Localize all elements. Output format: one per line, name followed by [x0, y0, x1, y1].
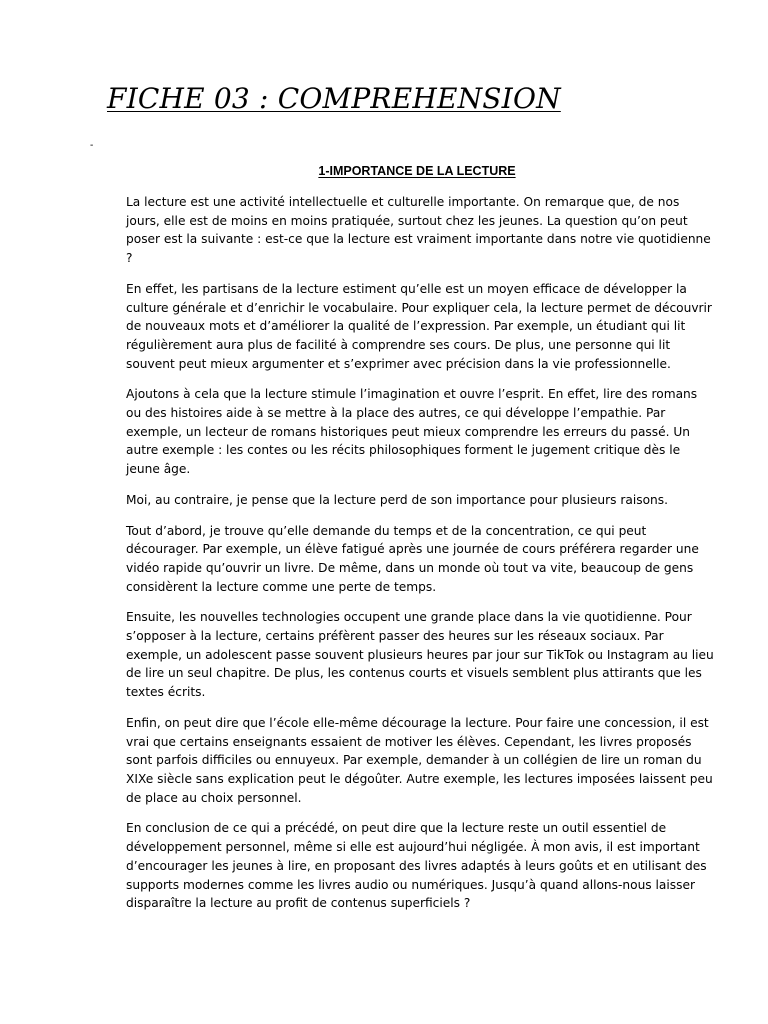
document-title: FICHE 03 : COMPREHENSION [107, 82, 561, 115]
paragraph-argument-vocabulary: En effet, les partisans de la lecture estiment qu’elle est un moyen efficace de développer la culture générale et d’enrichir le vocabulaire. Pour expliquer cela, la lecture permet de découvrir de nouveaux mots et d’améliorer la qualité de l’expression. Par exemple, un étudiant qui lit régulièrement aura plus de facilité à comprendre ses cours. De plus, une personne qui lit souvent peut mieux argumenter et s’exprimer avec précision dans la vie professionnelle. [126, 281, 712, 371]
paragraph-conclusion: En conclusion de ce qui a précédé, on peut dire que la lecture reste un outil essentiel de développement personnel, même si elle est aujourd’hui négligée. À mon avis, il est important d’encourager les jeunes à lire, en proposant des livres adaptés à leurs goûts et en utilisant des supports modernes comme les livres audio ou numériques. Jusqu’à quand allons-nous laisser disparaître la lecture au profit de contenus superficiels ? [126, 821, 707, 911]
dash-mark: - [90, 140, 94, 151]
section-heading: 1-IMPORTANCE DE LA LECTURE [318, 164, 516, 178]
paragraph-school: Enfin, on peut dire que l’école elle-même décourage la lecture. Pour faire une concession, il est vrai que certains enseignants essaient de motiver les élèves. Cependant, les livres proposés sont parfois difficiles ou ennuyeux. Par exemple, demander à un collégien de lire un roman du XIXe siècle sans explication peut le dégoûter. Autre exemple, les lectures imposées laissent peu de place au choix personnel. [126, 715, 713, 805]
body-text [126, 193, 714, 925]
paragraph-counter-thesis: Moi, au contraire, je pense que la lecture perd de son importance pour plusieurs raisons. [126, 492, 669, 507]
paragraph-argument-imagination: Ajoutons à cela que la lecture stimule l’imagination et ouvre l’esprit. En effet, lire des romans ou des histoires aide à se mettre à la place des autres, ce qui développe l’empathie. Par exemple, un lecteur de romans historiques peut mieux comprendre les erreurs du passé. Un autre exemple : les contes ou les récits philosophiques forment le jugement critique dès le jeune âge. [126, 387, 698, 477]
paragraph-time-concentration: Tout d’abord, je trouve qu’elle demande du temps et de la concentration, ce qui peut décourager. Par exemple, un élève fatigué après une journée de cours préférera regarder une vidéo rapide qu’ouvrir un livre. De même, dans un monde où tout va vite, beaucoup de gens considèrent la lecture comme une perte de temps. [126, 523, 699, 594]
paragraph-technologies: Ensuite, les nouvelles technologies occupent une grande place dans la vie quotidienne. Pour s’opposer à la lecture, certains préfèrent passer des heures sur les réseaux sociaux. Par exemple, un adolescent passe souvent plusieurs heures par jour sur TikTok ou Instagram au lieu de lire un seul chapitre. De plus, les contenus courts et visuels semblent plus attirants que les textes écrits. [126, 610, 714, 700]
paragraph-introduction: La lecture est une activité intellectuelle et culturelle importante. On remarque que, de nos jours, elle est de moins en moins pratiquée, surtout chez les jeunes. La question qu’on peut poser est la suivante : est-ce que la lecture est vraiment importante dans notre vie quotidienne ? [126, 195, 711, 266]
